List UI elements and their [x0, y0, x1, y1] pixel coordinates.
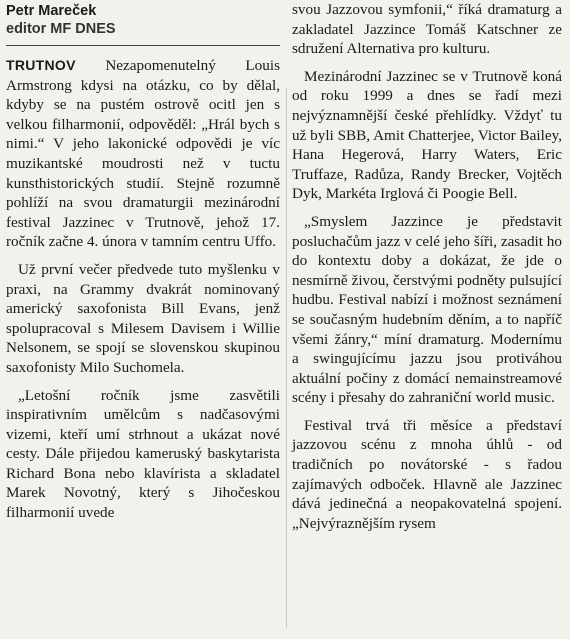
author-name: Petr Mareček — [6, 3, 97, 19]
article-paragraph: Festival trvá tři měsíce a představí jazzovou scénu z mnoha úhlů - od tradičních po novátorské - s řadou zajímavých odboček. Hlavně ale Jazzinec dává jedinečná a neopakovatelná spojení. „Nejvýraznějším rysem — [292, 416, 562, 532]
column-divider — [286, 88, 287, 628]
article-paragraph: Mezinárodní Jazzinec se v Trutnově koná od roku 1999 a dnes se řadí mezi nejvýznamnější české přehlídky. Vždyť tu už byli SBB, Amit Chatterjee, Victor Bailey, Hana Hegerová, Harry Waters, Eric Truffaze, Radůza, Randy Brecker, Vojtěch Dyk, Markéta Irglová či Poogie Bell. — [292, 67, 562, 203]
article-paragraph — [6, 56, 280, 252]
article-paragraph: svou Jazzovou symfonii,“ říká dramaturg a zakladatel Jazzince Tomáš Katschner ze sdružení Alternativa pro kulturu. — [292, 1, 562, 58]
paragraph-text: Nezapomenutelný Louis Armstrong kdysi na otázku, co by dělal, kdyby se na pustém ostrově ocitl jen s velkou filharmonií, odpověděl: „Hrál bych s nimi.“ V jeho lakonické odpovědi je víc muzikantské moudrosti než v tuctu kunsthistorických studií. Stejně rozumně pohlíží na svou dramaturgii mezinárodní festival Jazzinec v Trutnově, jehož 17. ročník začne 4. února v tamním centru Uffo. — [6, 57, 280, 251]
dateline: TRUTNOV — [6, 57, 76, 73]
right-column — [292, 0, 562, 541]
article-paragraph: „Letošní ročník jsme zasvětili inspirativním umělcům s nadčasovými vizemi, kteří umí strhnout a ukázat nové cesty. Dále přijedou kameruský baskytarista Richard Bona nebo klavírista a skladatel Marek Novotný, který s Jihočeskou filharmonií uvede — [6, 386, 280, 522]
left-column — [6, 0, 280, 531]
author-role: editor MF DNES — [6, 21, 116, 37]
byline-divider — [6, 45, 280, 46]
article-paragraph: Už první večer předvede tuto myšlenku v praxi, na Grammy dvakrát nominovaný americký saxofonista Bill Evans, jenž spolupracoval s Milesem Davisem i Willie Nelsonem, se spojí se slovenskou skupinou saxofonisty Milo Suchomela. — [6, 260, 280, 376]
article-paragraph: „Smyslem Jazzince je představit posluchačům jazz v celé jeho šíři, zasadit ho do kontextu doby a dokázat, že jde o nesmírně živou, čerstvými podněty pulsující hudbu. Festival nabízí i možnost seznámení se současným hudebním děním, a to napříč všemi žánry,“ míní dramaturg. Modernímu a swingujícímu jazzu jsou protiváhou aktuální počiny z domácí nemainstreamové scény i přesahy do zahraniční world music. — [292, 212, 562, 407]
